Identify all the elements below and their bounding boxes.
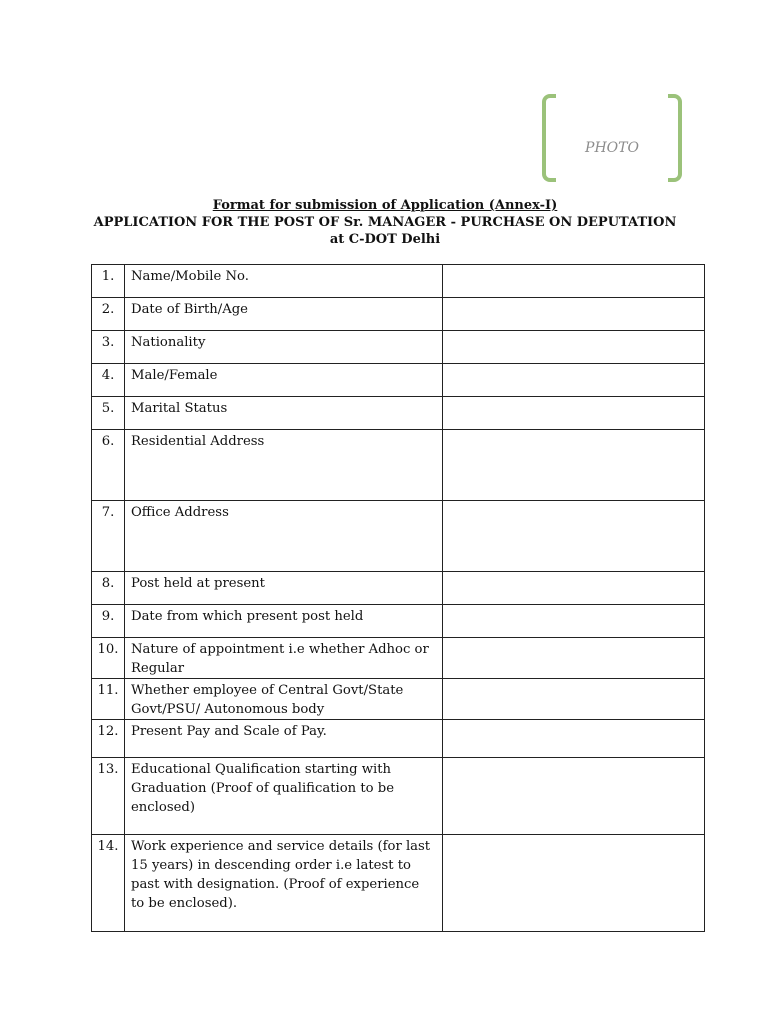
row-value-field[interactable] bbox=[443, 331, 705, 364]
row-value-field[interactable] bbox=[443, 572, 705, 605]
table-row bbox=[92, 758, 705, 835]
table-row bbox=[92, 430, 705, 501]
table-row bbox=[92, 679, 705, 720]
row-number: 9. bbox=[92, 605, 125, 638]
format-title: Format for submission of Application (Annex-I) bbox=[212, 198, 558, 213]
row-label: Office Address bbox=[125, 501, 443, 572]
document-heading bbox=[60, 197, 710, 248]
row-number: 8. bbox=[92, 572, 125, 605]
table-row bbox=[92, 638, 705, 679]
row-label: Post held at present bbox=[125, 572, 443, 605]
row-number: 2. bbox=[92, 298, 125, 331]
photo-bracket-left bbox=[542, 94, 556, 182]
table-row bbox=[92, 501, 705, 572]
row-label: Educational Qualification starting with Graduation (Proof of qualification to be enclosed) bbox=[125, 758, 443, 835]
row-value-field[interactable] bbox=[443, 298, 705, 331]
table-row bbox=[92, 364, 705, 397]
row-number: 7. bbox=[92, 501, 125, 572]
row-value-field[interactable] bbox=[443, 679, 705, 720]
row-value-field[interactable] bbox=[443, 835, 705, 932]
row-value-field[interactable] bbox=[443, 605, 705, 638]
photo-placeholder bbox=[542, 94, 682, 176]
row-value-field[interactable] bbox=[443, 501, 705, 572]
table-row bbox=[92, 605, 705, 638]
row-label: Whether employee of Central Govt/State Govt/PSU/ Autonomous body bbox=[125, 679, 443, 720]
photo-bracket-right bbox=[668, 94, 682, 182]
photo-label: PHOTO bbox=[585, 140, 639, 156]
row-label: Nationality bbox=[125, 331, 443, 364]
row-value-field[interactable] bbox=[443, 397, 705, 430]
row-number: 13. bbox=[92, 758, 125, 835]
row-label: Present Pay and Scale of Pay. bbox=[125, 720, 443, 758]
row-label: Name/Mobile No. bbox=[125, 265, 443, 298]
row-value-field[interactable] bbox=[443, 364, 705, 397]
application-title: APPLICATION FOR THE POST OF Sr. MANAGER - PURCHASE ON DEPUTATION bbox=[93, 215, 677, 230]
table-row bbox=[92, 265, 705, 298]
location-line: at C-DOT Delhi bbox=[329, 232, 441, 247]
table-row bbox=[92, 835, 705, 932]
row-number: 5. bbox=[92, 397, 125, 430]
row-number: 6. bbox=[92, 430, 125, 501]
row-number: 3. bbox=[92, 331, 125, 364]
row-label: Marital Status bbox=[125, 397, 443, 430]
row-number: 11. bbox=[92, 679, 125, 720]
table-row bbox=[92, 298, 705, 331]
row-number: 10. bbox=[92, 638, 125, 679]
row-number: 12. bbox=[92, 720, 125, 758]
row-value-field[interactable] bbox=[443, 720, 705, 758]
table-row bbox=[92, 720, 705, 758]
row-value-field[interactable] bbox=[443, 265, 705, 298]
application-form-table bbox=[91, 264, 705, 932]
row-value-field[interactable] bbox=[443, 758, 705, 835]
row-label: Residential Address bbox=[125, 430, 443, 501]
row-number: 1. bbox=[92, 265, 125, 298]
table-row bbox=[92, 572, 705, 605]
row-number: 4. bbox=[92, 364, 125, 397]
table-row bbox=[92, 397, 705, 430]
row-label: Date from which present post held bbox=[125, 605, 443, 638]
row-label: Date of Birth/Age bbox=[125, 298, 443, 331]
row-label: Work experience and service details (for last 15 years) in descending order i.e latest to past with designation. (Proof of experience to be enclosed). bbox=[125, 835, 443, 932]
row-label: Nature of appointment i.e whether Adhoc or Regular bbox=[125, 638, 443, 679]
table-row bbox=[92, 331, 705, 364]
row-label: Male/Female bbox=[125, 364, 443, 397]
row-number: 14. bbox=[92, 835, 125, 932]
row-value-field[interactable] bbox=[443, 430, 705, 501]
row-value-field[interactable] bbox=[443, 638, 705, 679]
